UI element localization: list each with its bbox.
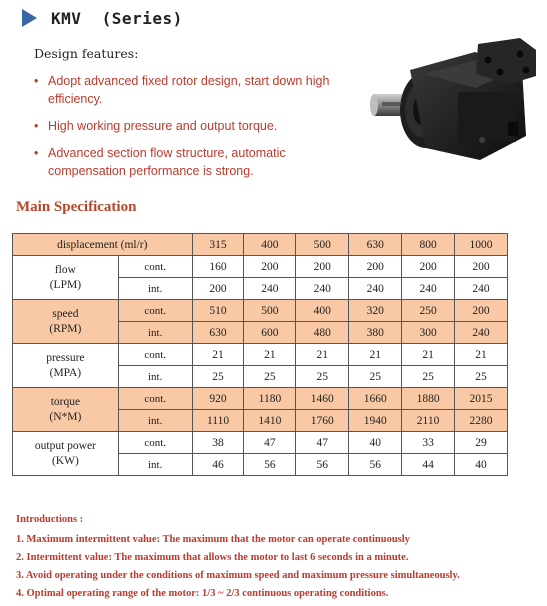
value-cell: 25	[296, 366, 349, 388]
param-name: output power	[34, 439, 96, 452]
value-cell: 250	[402, 300, 455, 322]
value-cell: 25	[349, 366, 402, 388]
design-features-label: Design features:	[34, 46, 139, 61]
int-label: int.	[118, 410, 192, 432]
param-name-cell	[13, 344, 119, 388]
value-cell: 38	[192, 432, 244, 454]
cont-label: cont.	[118, 344, 192, 366]
param-unit: (MPA)	[49, 366, 82, 379]
value-cell: 29	[455, 432, 508, 454]
feature-item	[34, 117, 354, 135]
intro-line: 3. Avoid operating under the conditions of maximum speed and maximum pressure simultaneously.	[16, 570, 460, 581]
value-cell: 200	[244, 256, 296, 278]
table-row	[13, 388, 508, 410]
displacement-value: 315	[192, 234, 244, 256]
value-cell: 200	[192, 278, 244, 300]
value-cell: 21	[244, 344, 296, 366]
value-cell: 480	[296, 322, 349, 344]
value-cell: 46	[192, 454, 244, 476]
introductions-title: Introductions :	[16, 514, 84, 525]
value-cell: 510	[192, 300, 244, 322]
value-cell: 630	[192, 322, 244, 344]
value-cell: 600	[244, 322, 296, 344]
value-cell: 56	[244, 454, 296, 476]
param-unit: (N*M)	[49, 410, 82, 423]
series-title: KMV (Series)	[51, 8, 183, 28]
value-cell: 240	[244, 278, 296, 300]
feature-item	[34, 72, 354, 108]
value-cell: 1110	[192, 410, 244, 432]
value-cell: 2280	[455, 410, 508, 432]
value-cell: 160	[192, 256, 244, 278]
value-cell: 44	[402, 454, 455, 476]
value-cell: 25	[244, 366, 296, 388]
spec-table	[12, 233, 508, 476]
value-cell: 200	[455, 256, 508, 278]
value-cell: 25	[455, 366, 508, 388]
param-name-cell	[13, 256, 119, 300]
cont-label: cont.	[118, 432, 192, 454]
param-name-cell	[13, 388, 119, 432]
value-cell: 1880	[402, 388, 455, 410]
feature-list	[34, 72, 354, 189]
bullet-icon: •	[34, 119, 39, 133]
value-cell: 21	[349, 344, 402, 366]
intro-line: 4. Optimal operating range of the motor: 1/3 ~ 2/3 continuous operating conditions.	[16, 588, 389, 599]
value-cell: 21	[192, 344, 244, 366]
value-cell: 240	[455, 322, 508, 344]
hydraulic-motor-image	[360, 30, 540, 170]
param-name: flow	[54, 263, 76, 276]
value-cell: 320	[349, 300, 402, 322]
table-row	[13, 256, 508, 278]
value-cell: 56	[296, 454, 349, 476]
value-cell: 25	[402, 366, 455, 388]
value-cell: 1940	[349, 410, 402, 432]
play-triangle-icon	[22, 9, 37, 27]
param-name: torque	[50, 395, 81, 408]
displacement-value: 1000	[455, 234, 508, 256]
param-unit: (RPM)	[49, 322, 82, 335]
value-cell: 200	[402, 256, 455, 278]
param-name-cell	[13, 300, 119, 344]
value-cell: 47	[296, 432, 349, 454]
value-cell: 40	[455, 454, 508, 476]
value-cell: 1410	[244, 410, 296, 432]
param-unit: (LPM)	[49, 278, 82, 291]
displacement-value: 800	[402, 234, 455, 256]
table-header-row	[13, 234, 508, 256]
int-label: int.	[118, 366, 192, 388]
value-cell: 500	[244, 300, 296, 322]
feature-text: High working pressure and output torque.	[48, 119, 278, 133]
intro-line: 1. Maximum intermittent value: The maximum that the motor can operate continuously	[16, 534, 410, 545]
value-cell: 40	[349, 432, 402, 454]
value-cell: 200	[455, 300, 508, 322]
value-cell: 21	[296, 344, 349, 366]
value-cell: 1760	[296, 410, 349, 432]
value-cell: 1660	[349, 388, 402, 410]
value-cell: 300	[402, 322, 455, 344]
series-header	[22, 6, 183, 30]
table-row	[13, 432, 508, 454]
displacement-label: displacement (ml/r)	[13, 234, 193, 256]
value-cell: 200	[296, 256, 349, 278]
cont-label: cont.	[118, 256, 192, 278]
value-cell: 1180	[244, 388, 296, 410]
main-specification-title: Main Specification	[16, 199, 137, 215]
value-cell: 240	[455, 278, 508, 300]
value-cell: 21	[402, 344, 455, 366]
value-cell: 200	[349, 256, 402, 278]
param-name: speed	[52, 307, 79, 320]
intro-line: 2. Intermittent value: The maximum that allows the motor to last 6 seconds in a minute.	[16, 552, 409, 563]
bullet-icon: •	[34, 146, 39, 160]
value-cell: 2015	[455, 388, 508, 410]
int-label: int.	[118, 454, 192, 476]
param-name: pressure	[46, 351, 85, 364]
value-cell: 25	[192, 366, 244, 388]
displacement-value: 500	[296, 234, 349, 256]
value-cell: 2110	[402, 410, 455, 432]
int-label: int.	[118, 322, 192, 344]
value-cell: 47	[244, 432, 296, 454]
value-cell: 56	[349, 454, 402, 476]
int-label: int.	[118, 278, 192, 300]
feature-text: Advanced section flow structure, automatic compensation performance is strong.	[48, 146, 286, 178]
param-name-cell	[13, 432, 119, 476]
value-cell: 400	[296, 300, 349, 322]
feature-item	[34, 144, 354, 180]
displacement-value: 400	[244, 234, 296, 256]
value-cell: 380	[349, 322, 402, 344]
bullet-icon: •	[34, 74, 39, 88]
displacement-value: 630	[349, 234, 402, 256]
introductions-section	[16, 514, 460, 606]
table-row	[13, 300, 508, 322]
cont-label: cont.	[118, 388, 192, 410]
value-cell: 240	[349, 278, 402, 300]
value-cell: 240	[402, 278, 455, 300]
value-cell: 240	[296, 278, 349, 300]
value-cell: 33	[402, 432, 455, 454]
param-unit: (KW)	[51, 454, 79, 467]
value-cell: 920	[192, 388, 244, 410]
table-row	[13, 344, 508, 366]
cont-label: cont.	[118, 300, 192, 322]
value-cell: 21	[455, 344, 508, 366]
value-cell: 1460	[296, 388, 349, 410]
feature-text: Adopt advanced fixed rotor design, start down high efficiency.	[48, 74, 330, 106]
